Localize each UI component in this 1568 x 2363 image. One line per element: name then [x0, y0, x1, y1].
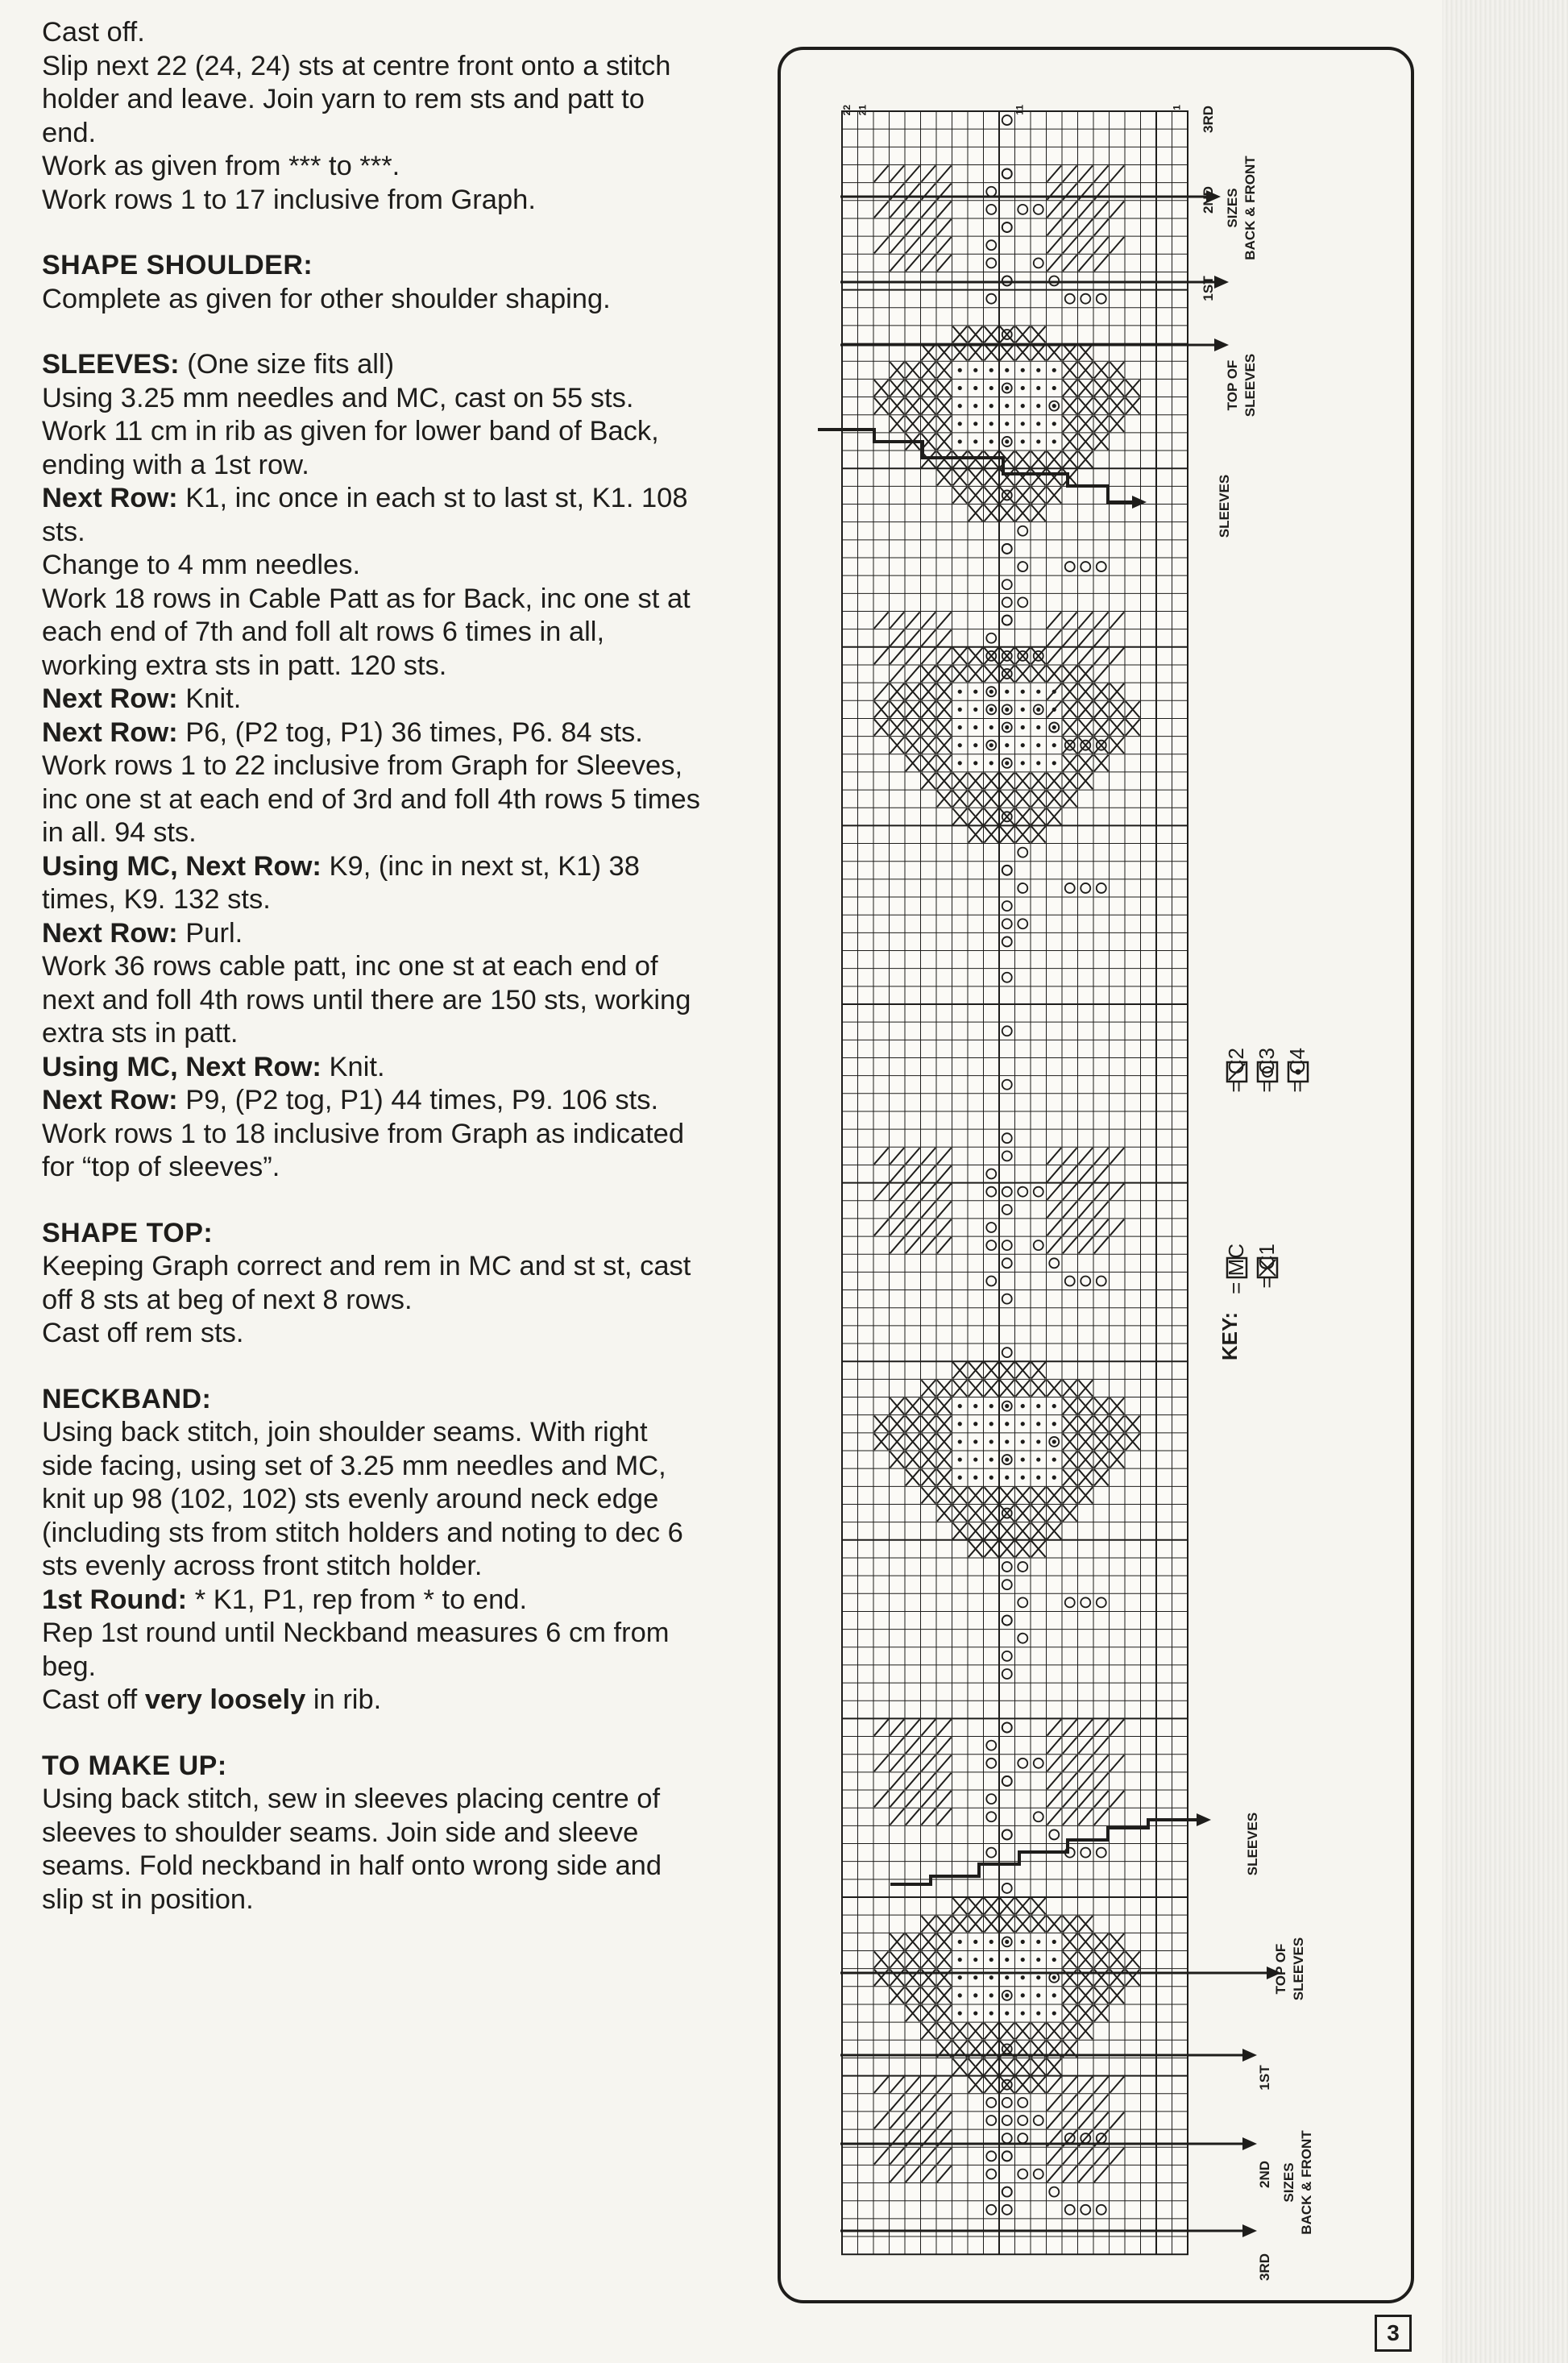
key-label: = MC — [1224, 1244, 1248, 1294]
dot-stitch — [1021, 404, 1025, 408]
dot-stitch — [1021, 1958, 1025, 1962]
dot-stitch — [1052, 725, 1056, 729]
label-2nd-top: 2ND — [1201, 185, 1216, 214]
intro-line: Slip next 22 (24, 24) sts at centre front onto a stitch holder and leave. Join yarn to rem sts and patt to end. — [42, 50, 671, 148]
first-round-line — [42, 1584, 703, 1618]
dot-stitch — [1052, 1958, 1056, 1962]
shape-shoulder-text: Complete as given for other shoulder shaping. — [42, 283, 611, 314]
dot-stitch — [989, 1975, 993, 1979]
dot-stitch — [1021, 1404, 1025, 1408]
dot-stitch — [973, 1422, 977, 1426]
dot-stitch — [1036, 1457, 1040, 1461]
dot-stitch — [1052, 439, 1056, 443]
dot-stitch — [1052, 422, 1056, 426]
dot-stitch — [973, 386, 977, 390]
dot-stitch — [1021, 422, 1025, 426]
key-title: KEY: — [1217, 1311, 1242, 1361]
dot-stitch — [1052, 1993, 1056, 1997]
dot-stitch — [958, 1993, 962, 1997]
make-up-heading: TO MAKE UP: — [42, 1750, 227, 1781]
sleeve-step — [42, 1118, 703, 1185]
sleeve-step-lead: Next Row: — [42, 683, 178, 714]
sleeve-step-text: K9, (inc in next st, K1) 38 times, K9. 132 sts. — [42, 850, 640, 915]
dot-stitch — [1052, 1439, 1056, 1443]
sleeve-step-lead: Next Row: — [42, 917, 178, 949]
intro-line: Work as given from *** to ***. — [42, 151, 400, 181]
dot-stitch — [958, 708, 962, 712]
neckband-heading: NECKBAND: — [42, 1383, 212, 1414]
sleeve-step-text: Work rows 1 to 22 inclusive from Graph for Sleeves, inc one st at each end of 3rd and foll 4th rows 5 times in all. 94 sts. — [42, 750, 700, 848]
dot-stitch — [973, 2011, 977, 2015]
shape-shoulder-heading: SHAPE SHOULDER: — [42, 250, 313, 280]
sleeve-step-text: Knit. — [177, 683, 242, 714]
label-top-of-sleeves-b-bottom: SLEEVES — [1291, 1937, 1306, 2001]
dot-stitch — [1036, 1476, 1040, 1480]
dot-stitch — [1021, 368, 1025, 372]
cast-off-bold: very loosely — [144, 1684, 306, 1715]
label-top-of-sleeves-b-top: SLEEVES — [1242, 353, 1258, 417]
first-round-lead: 1st Round: — [42, 1584, 188, 1615]
dot-stitch — [973, 1940, 977, 1944]
key-label: = C1 — [1255, 1244, 1279, 1289]
shape-top-text: Cast off rem sts. — [42, 1318, 244, 1348]
sleeve-step — [42, 716, 703, 750]
arrow-1st-bottom-head — [1242, 2049, 1257, 2062]
dot-stitch — [989, 1422, 993, 1426]
dot-stitch — [989, 690, 993, 694]
dot-stitch — [1021, 2011, 1025, 2015]
dot-stitch — [989, 386, 993, 390]
dot-stitch — [958, 1404, 962, 1408]
instructions-column — [42, 16, 703, 1917]
dot-stitch — [1052, 1457, 1056, 1461]
dot-stitch — [1052, 1975, 1056, 1979]
dot-stitch — [989, 2011, 993, 2015]
dot-stitch — [1005, 1958, 1009, 1962]
dot-stitch — [958, 404, 962, 408]
dot-stitch — [1036, 439, 1040, 443]
sleeve-step — [42, 1084, 703, 1118]
label-back-front-top: BACK & FRONT — [1242, 156, 1258, 260]
shape-top-heading: SHAPE TOP: — [42, 1217, 214, 1248]
sleeve-step — [42, 683, 703, 716]
dot-stitch — [989, 1993, 993, 1997]
dot-stitch — [1021, 386, 1025, 390]
dot-stitch — [958, 1476, 962, 1480]
label-3rd-top: 3RD — [1201, 105, 1216, 134]
dot-stitch — [1005, 1422, 1009, 1426]
dot-stitch — [1036, 368, 1040, 372]
label-top-of-sleeves-a-top: TOP OF — [1225, 359, 1240, 411]
label-1st-top: 1ST — [1201, 276, 1216, 301]
dot-stitch — [989, 422, 993, 426]
dot-stitch — [989, 1476, 993, 1480]
dot-stitch — [1052, 368, 1056, 372]
first-round-text: * K1, P1, rep from * to end. — [187, 1584, 528, 1615]
dot-stitch — [1021, 1457, 1025, 1461]
dot-stitch — [1005, 1940, 1009, 1944]
dot-stitch — [1036, 708, 1040, 712]
dot-stitch — [1021, 439, 1025, 443]
dot-stitch — [1005, 1457, 1009, 1461]
dot-stitch — [989, 743, 993, 747]
dot-stitch — [973, 439, 977, 443]
dot-stitch — [958, 422, 962, 426]
dot-stitch — [989, 1958, 993, 1962]
dot-stitch — [1005, 1476, 1009, 1480]
arrow-2nd-bottom-head — [1242, 2137, 1257, 2150]
dot-stitch — [1036, 1422, 1040, 1426]
dot-stitch — [1052, 1422, 1056, 1426]
dot-stitch — [989, 439, 993, 443]
sleeve-step-text: Work 18 rows in Cable Patt as for Back, inc one st at each end of 7th and foll alt rows 6 times in all, working extra sts in patt. 120 sts. — [42, 583, 691, 681]
sleeve-step-lead: Using MC, Next Row: — [42, 1051, 321, 1082]
dot-stitch — [1021, 1476, 1025, 1480]
background-fabric — [1442, 0, 1568, 2363]
sleeve-shaping-arrowhead-bottom — [1197, 1813, 1211, 1826]
sleeve-step-text: Knit. — [321, 1051, 385, 1082]
dot-stitch — [973, 404, 977, 408]
sleeve-step-lead: Next Row: — [42, 1085, 178, 1115]
dot-stitch — [973, 1476, 977, 1480]
sleeve-step — [42, 1051, 703, 1085]
sleeve-step-lead: Next Row: — [42, 716, 178, 748]
dot-stitch — [958, 386, 962, 390]
dot-stitch — [1021, 725, 1025, 729]
dot-stitch — [1036, 422, 1040, 426]
sleeve-step-text: Change to 4 mm needles. — [42, 550, 361, 580]
dot-stitch — [1021, 761, 1025, 765]
dot-stitch — [989, 1457, 993, 1461]
dot-stitch — [1036, 1404, 1040, 1408]
sleeve-step — [42, 415, 703, 482]
dot-stitch — [1021, 708, 1025, 712]
dot-stitch — [1005, 1993, 1009, 1997]
dot-stitch — [1005, 708, 1009, 712]
dot-stitch — [1052, 2011, 1056, 2015]
dot-stitch — [1021, 1993, 1025, 1997]
sleeve-step-text: Purl. — [177, 917, 243, 949]
dot-stitch — [1036, 404, 1040, 408]
dot-stitch — [1036, 761, 1040, 765]
sleeve-step — [42, 382, 703, 416]
dot-stitch — [1005, 422, 1009, 426]
dot-stitch — [958, 1422, 962, 1426]
dot-stitch — [1052, 708, 1056, 712]
cast-off-line — [42, 1684, 703, 1717]
dot-stitch — [1005, 2011, 1009, 2015]
sleeve-step-text: Work 11 cm in rib as given for lower band of Back, ending with a 1st row. — [42, 416, 659, 480]
dot-stitch — [1005, 1404, 1009, 1408]
dot-stitch — [1036, 1975, 1040, 1979]
dot-stitch — [1005, 1975, 1009, 1979]
arrow-top-of-sleeves-top-head — [1214, 338, 1229, 351]
label-sleeves-top: SLEEVES — [1217, 474, 1232, 538]
dot-stitch — [1021, 1439, 1025, 1443]
dot-stitch — [1052, 1940, 1056, 1944]
intro-line: Cast off. — [42, 17, 145, 48]
dot-stitch — [1021, 690, 1025, 694]
label-3rd-bottom: 3RD — [1257, 2253, 1272, 2282]
dot-stitch — [1005, 761, 1009, 765]
sleeve-step — [42, 917, 703, 951]
dot-stitch — [973, 1993, 977, 1997]
dot-stitch — [1052, 1404, 1056, 1408]
dot-stitch — [1052, 690, 1056, 694]
dot-stitch — [973, 708, 977, 712]
sleeve-step-text: Using 3.25 mm needles and MC, cast on 55 sts. — [42, 382, 634, 413]
dot-stitch — [958, 2011, 962, 2015]
dot-stitch — [1005, 1439, 1009, 1443]
make-up-text: Using back stitch, sew in sleeves placing centre of sleeves to shoulder seams. Join side and sleeve seams. Fold neckband in half onto wrong side and slip st in position. — [42, 1784, 662, 1915]
sleeve-step-lead: Using MC, Next Row: — [42, 850, 321, 882]
shape-top-text: Keeping Graph correct and rem in MC and st st, cast off 8 sts at beg of next 8 rows. — [42, 1251, 691, 1315]
dot-stitch — [1005, 690, 1009, 694]
dot-stitch — [958, 1457, 962, 1461]
dot-stitch — [1052, 386, 1056, 390]
row-number: 22 — [840, 105, 852, 116]
neckband-rep: Rep 1st round until Neckband measures 6 cm from beg. — [42, 1618, 670, 1682]
dot-stitch — [958, 1958, 962, 1962]
sleeves-note: (One size fits all) — [179, 349, 395, 380]
dot-stitch — [1005, 725, 1009, 729]
dot-stitch — [1052, 743, 1056, 747]
dot-stitch — [958, 743, 962, 747]
label-back-front-bottom: BACK & FRONT — [1299, 2130, 1314, 2235]
dot-stitch — [1005, 743, 1009, 747]
dot-stitch — [1005, 439, 1009, 443]
sleeve-step-text: K1, inc once in each st to last st, K1. 108 sts. — [42, 483, 688, 547]
key-label: = C3 — [1255, 1048, 1279, 1093]
dot-stitch — [973, 1975, 977, 1979]
dot-stitch — [1036, 2011, 1040, 2015]
dot-stitch — [973, 422, 977, 426]
row-number: 1 — [1171, 105, 1183, 110]
row-number: 11 — [1014, 105, 1026, 115]
dot-stitch — [989, 368, 993, 372]
sleeve-step-text: Work rows 1 to 18 inclusive from Graph as indicated for “top of sleeves”. — [42, 1118, 685, 1182]
sleeve-step — [42, 583, 703, 683]
dot-stitch — [989, 708, 993, 712]
arrow-1st-top-head — [1214, 276, 1229, 289]
sleeve-step-text: Work 36 rows cable patt, inc one st at each end of next and foll 4th rows until there are 150 sts, working extra sts in patt. — [42, 951, 691, 1049]
dot-stitch — [1005, 404, 1009, 408]
cast-off-pre: Cast off — [42, 1684, 145, 1715]
dot-stitch — [1036, 690, 1040, 694]
dot-stitch — [1036, 386, 1040, 390]
dot-stitch — [973, 725, 977, 729]
knitting-graph — [778, 47, 1414, 2303]
dot-stitch — [1021, 1975, 1025, 1979]
dot-stitch — [973, 1457, 977, 1461]
dot-stitch — [989, 725, 993, 729]
sleeve-step-text: P6, (P2 tog, P1) 36 times, P6. 84 sts. — [177, 716, 643, 748]
dot-stitch — [989, 761, 993, 765]
sleeve-step — [42, 482, 703, 549]
sleeve-step — [42, 549, 703, 583]
dot-stitch — [1052, 1476, 1056, 1480]
label-sleeves-bottom: SLEEVES — [1245, 1812, 1260, 1876]
dot-stitch — [973, 1958, 977, 1962]
label-1st-bottom: 1ST — [1257, 2065, 1272, 2091]
dot-stitch — [1052, 761, 1056, 765]
dot-stitch — [973, 368, 977, 372]
key-label: = C4 — [1285, 1048, 1309, 1093]
sleeves-heading: SLEEVES: — [42, 349, 180, 380]
arrow-3rd-bottom-head — [1242, 2224, 1257, 2237]
dot-stitch — [989, 1404, 993, 1408]
dot-stitch — [1005, 386, 1009, 390]
dot-stitch — [1036, 743, 1040, 747]
dot-stitch — [1036, 1958, 1040, 1962]
dot-stitch — [1036, 1439, 1040, 1443]
dot-stitch — [958, 725, 962, 729]
dot-stitch — [1021, 743, 1025, 747]
sleeve-step — [42, 850, 703, 917]
dot-stitch — [973, 690, 977, 694]
dot-stitch — [973, 743, 977, 747]
dot-stitch — [958, 761, 962, 765]
dot-stitch — [1036, 1940, 1040, 1944]
dot-stitch — [1036, 725, 1040, 729]
dot-stitch — [1036, 1993, 1040, 1997]
dot-stitch — [958, 368, 962, 372]
sleeve-steps — [42, 382, 703, 1185]
dot-stitch — [1021, 1422, 1025, 1426]
cast-off-post: in rib. — [305, 1684, 382, 1715]
sleeve-step-text: P9, (P2 tog, P1) 44 times, P9. 106 sts. — [177, 1085, 659, 1115]
dot-stitch — [1005, 368, 1009, 372]
label-sizes-bottom: SIZES — [1281, 2162, 1296, 2203]
dot-stitch — [1052, 404, 1056, 408]
intro-line: Work rows 1 to 17 inclusive from Graph. — [42, 184, 536, 215]
dot-stitch — [958, 1940, 962, 1944]
sleeve-step — [42, 950, 703, 1051]
row-number: 21 — [857, 105, 869, 116]
sleeve-step — [42, 750, 703, 850]
dot-stitch — [958, 439, 962, 443]
dot-stitch — [973, 1404, 977, 1408]
page-number: 3 — [1375, 2315, 1412, 2352]
dot-stitch — [973, 761, 977, 765]
label-top-of-sleeves-a-bottom: TOP OF — [1273, 1943, 1288, 1995]
dot-stitch — [973, 1439, 977, 1443]
dot-stitch — [989, 1940, 993, 1944]
label-sizes-top: SIZES — [1225, 188, 1240, 228]
key-label: = C2 — [1224, 1048, 1248, 1093]
sleeves-heading-line — [42, 348, 703, 382]
label-2nd-bottom: 2ND — [1257, 2160, 1272, 2189]
dot-stitch — [1021, 1940, 1025, 1944]
neckband-text: Using back stitch, join shoulder seams. With right side facing, using set of 3.25 mm needles and MC, knit up 98 (102, 102) sts evenly around neck edge (including sts from stitch holders and noting to dec 6 sts evenly across front stitch holder. — [42, 1417, 683, 1581]
dot-stitch — [958, 690, 962, 694]
sleeve-step-lead: Next Row: — [42, 483, 178, 513]
dot-stitch — [989, 404, 993, 408]
dot-stitch — [958, 1975, 962, 1979]
dot-stitch — [989, 1439, 993, 1443]
dot-stitch — [958, 1439, 962, 1443]
